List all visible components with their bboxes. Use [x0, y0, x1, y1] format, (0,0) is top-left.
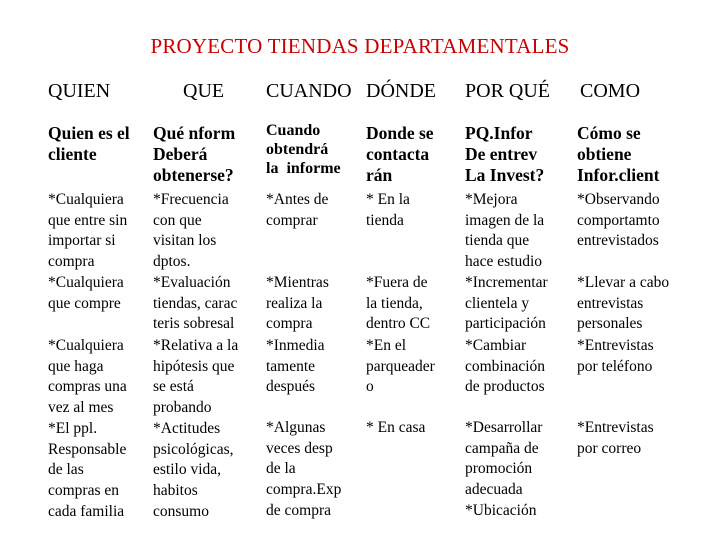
- cell-r1-quien: *Cualquiera que entre sin importar si compra: [48, 191, 128, 271]
- cell-r1-por-que: *Mejora imagen de la tienda que hace estudio: [465, 191, 545, 271]
- cell-r4-por-que: *Desarrollar campaña de promoción adecuada *Ubicación: [465, 419, 543, 519]
- page-title: PROYECTO TIENDAS DEPARTAMENTALES: [150, 34, 570, 58]
- cell-r1-donde: * En la tienda: [366, 191, 410, 229]
- cell-r1-cuando: *Antes de comprar: [266, 191, 329, 229]
- subheader-donde: Donde se contacta rán: [366, 123, 434, 185]
- cell-r3-quien: *Cualquiera que haga compras una vez al mes *El ppl. Responsable de las compras en cada familia: [48, 337, 127, 520]
- cell-r1-como: *Observando comportamto entrevistados: [577, 191, 660, 250]
- subheader-cuando: Cuando obtendrá la informe: [266, 122, 341, 177]
- header-que: QUE: [183, 80, 225, 102]
- header-por-que: POR QUÉ: [465, 80, 551, 102]
- cell-r3-como: *Entrevistas por teléfono: [577, 337, 654, 375]
- cell-r4-como: *Entrevistas por correo: [577, 419, 654, 457]
- header-como: COMO: [580, 80, 641, 102]
- cell-r4-donde: * En casa: [366, 419, 426, 436]
- cell-r2-como: *Llevar a cabo entrevistas personales: [577, 274, 670, 333]
- cell-r2-por-que: *Incrementar clientela y participación: [465, 274, 548, 333]
- subheader-quien: Quien es el cliente: [48, 123, 130, 164]
- cell-r3-que: *Relativa a la hipótesis que se está probando *Actitudes psicológicas, estilo vida, habitos consumo: [153, 337, 239, 520]
- cell-r2-donde: *Fuera de la tienda, dentro CC: [366, 274, 431, 333]
- cell-r3-cuando: *Inmedia tamente después: [266, 337, 325, 396]
- header-quien: QUIEN: [48, 80, 111, 102]
- cell-r2-que: *Evaluación tiendas, carac teris sobresal: [153, 274, 238, 333]
- cell-r1-que: *Frecuencia con que visitan los dptos.: [153, 191, 229, 271]
- subheader-como: Cómo se obtiene Infor.client: [577, 123, 660, 185]
- cell-r3-donde: *En el parqueader o: [366, 337, 435, 396]
- cell-r3-por-que: *Cambiar combinación de productos: [465, 337, 546, 396]
- cell-r2-quien: *Cualquiera que compre: [48, 274, 124, 312]
- cell-r4-cuando: *Algunas veces desp de la compra.Exp de compra: [266, 419, 342, 519]
- subheader-que: Qué nform Deberá obtenerse?: [153, 123, 236, 185]
- cell-r2-cuando: *Mientras realiza la compra: [266, 274, 329, 333]
- header-cuando: CUANDO: [266, 80, 352, 102]
- header-donde: DÓNDE: [366, 80, 436, 102]
- subheader-por-que: PQ.Infor De entrev La Invest?: [465, 123, 545, 185]
